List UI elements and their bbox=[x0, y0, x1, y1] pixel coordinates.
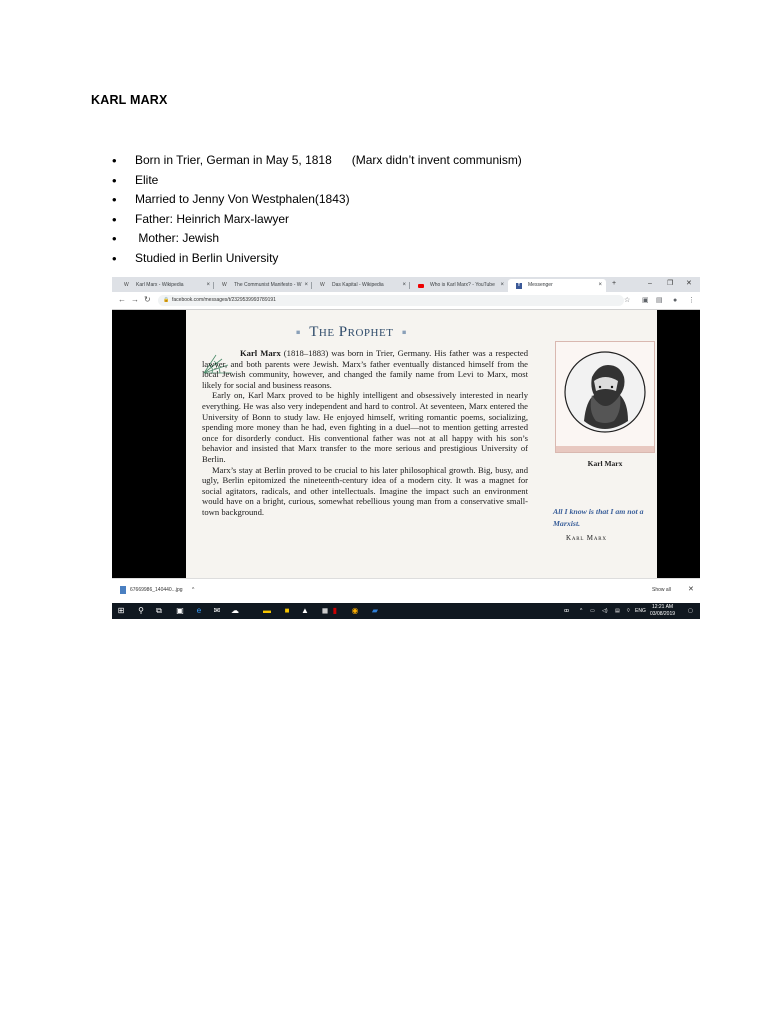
star-icon[interactable]: ☆ bbox=[624, 297, 631, 304]
windows-taskbar bbox=[112, 603, 700, 619]
close-icon[interactable]: × bbox=[304, 282, 308, 288]
download-filename: 67669986_140440...jpg bbox=[130, 587, 183, 593]
restore-icon[interactable]: ❐ bbox=[667, 280, 674, 287]
image-file-icon bbox=[120, 586, 126, 594]
battery-icon[interactable]: ▭ bbox=[590, 608, 595, 614]
close-icon[interactable]: × bbox=[402, 282, 406, 288]
windows-start-icon[interactable]: ⊞ bbox=[117, 606, 125, 615]
close-icon[interactable]: × bbox=[206, 282, 210, 288]
tab-karl-marx-wikipedia[interactable] bbox=[116, 279, 214, 292]
bullet-item: • Father: Heinrich Marx-lawyer bbox=[112, 210, 522, 230]
edge-icon[interactable]: e bbox=[196, 606, 202, 615]
people-icon[interactable]: ꝏ bbox=[564, 608, 570, 614]
paragraph bbox=[202, 465, 528, 518]
bullet-item: • Studied in Berlin University bbox=[112, 249, 522, 269]
download-item[interactable] bbox=[120, 586, 194, 594]
menu-kebab-icon[interactable]: ⋮ bbox=[688, 297, 695, 304]
heading-text: The Prophet bbox=[309, 324, 394, 340]
chevron-up-icon[interactable]: ^ bbox=[191, 587, 195, 593]
notification-icon[interactable]: ▢ bbox=[688, 608, 693, 614]
tab-communist-manifesto[interactable] bbox=[214, 279, 312, 292]
paragraph bbox=[202, 390, 528, 464]
youtube-icon bbox=[418, 284, 424, 288]
profile-avatar-icon[interactable]: ● bbox=[673, 297, 678, 304]
tab-messenger[interactable] bbox=[508, 279, 606, 292]
volume-icon[interactable]: ◁) bbox=[602, 608, 608, 614]
bullet-item: • Married to Jenny Von Westphalen(1843) bbox=[112, 190, 522, 210]
letterbox-left bbox=[112, 310, 186, 578]
tab-label: Das Kapital - Wikipedia bbox=[332, 282, 384, 288]
embedded-browser-screenshot bbox=[112, 277, 700, 619]
bullet-list bbox=[112, 151, 522, 269]
window-close-icon[interactable]: ✕ bbox=[686, 280, 692, 287]
quote-attribution: Karl Marx bbox=[566, 534, 607, 542]
network-icon[interactable]: ▤ bbox=[615, 608, 620, 614]
tab-label: Karl Marx - Wikipedia bbox=[136, 282, 184, 288]
address-url: facebook.com/messages/t/2329539993789191 bbox=[172, 297, 276, 303]
wikipedia-icon: W bbox=[222, 282, 227, 288]
app-icon[interactable]: ◼ bbox=[321, 606, 329, 615]
portrait-frame bbox=[555, 341, 655, 453]
search-icon[interactable]: ⚲ bbox=[138, 606, 144, 615]
paragraph-text: Marx’s stay at Berlin proved to be crucial to his later philosophical growth. Big, busy, and ugly, Berlin epitomized the nineteenth-century idea of a modern city. It was a magnet for social agitators, radicals, and other intellectuals. Imagine the impact such an environment would have on a bright, curious, somewhat rebellious young man from a conservative small-town background. bbox=[202, 464, 528, 517]
lead-name: Karl Marx bbox=[240, 348, 281, 358]
close-downloads-icon[interactable]: ✕ bbox=[688, 586, 694, 593]
clock[interactable] bbox=[650, 604, 675, 618]
close-icon[interactable]: × bbox=[500, 282, 504, 288]
article-text bbox=[202, 348, 528, 518]
app-red-icon[interactable]: ▮ bbox=[332, 606, 338, 615]
wifi-icon[interactable]: ⌔ bbox=[626, 608, 631, 614]
lock-icon: 🔒 bbox=[163, 297, 170, 303]
photos-icon[interactable]: ▲ bbox=[301, 606, 309, 615]
letterbox-right bbox=[657, 310, 700, 578]
mail-icon[interactable]: ✉ bbox=[213, 606, 221, 615]
tab-youtube[interactable] bbox=[410, 279, 508, 292]
chevron-up-icon[interactable]: ^ bbox=[580, 608, 583, 614]
quote-text: All I know is that I am not a Marxist. bbox=[553, 507, 644, 528]
tab-label: Messenger bbox=[528, 282, 553, 288]
cast-icon[interactable]: ▤ bbox=[656, 297, 663, 304]
paragraph bbox=[202, 348, 528, 390]
paragraph-text: Early on, Karl Marx proved to be highly intelligent and obsessively interested in nearly everything. He was also very independent and hard to control. At seventeen, Marx entered the University of Bonn to study law. He enjoyed himself, writing romantic poems, socializing, spending more money than he had, even fighting in a duel—not to mention getting arrested once for disorderly conduct. His conventional father was not at all happy with his son’s behavior and insisted that Marx transfer to the more serious and prestigious University of Berlin. bbox=[202, 390, 528, 464]
portrait-caption: Karl Marx bbox=[587, 459, 623, 468]
tab-das-kapital[interactable] bbox=[312, 279, 410, 292]
book-page-image bbox=[186, 310, 657, 578]
address-bar[interactable] bbox=[158, 295, 624, 306]
tab-strip bbox=[112, 277, 700, 292]
bullet-item: • Mother: Jewish bbox=[112, 229, 522, 249]
show-all-button[interactable]: Show all bbox=[652, 587, 671, 593]
bullet-item: • Born in Trier, German in May 5, 1818 (Marx didn’t invent communism) bbox=[112, 151, 522, 171]
facebook-icon: f bbox=[516, 283, 522, 289]
bullet-item: • Elite bbox=[112, 171, 522, 191]
cloud-icon[interactable]: ☁ bbox=[231, 606, 239, 615]
sticky-notes-icon[interactable]: ■ bbox=[284, 606, 290, 615]
wikipedia-icon: W bbox=[320, 282, 325, 288]
wikipedia-icon: W bbox=[124, 282, 129, 288]
karl-marx-portrait bbox=[564, 351, 646, 433]
address-toolbar bbox=[112, 292, 700, 310]
clock-time: 12:21 AM bbox=[651, 604, 674, 610]
page-heading: ■ The Prophet ■ bbox=[296, 324, 407, 340]
document-title: KARL MARX bbox=[91, 93, 168, 107]
chrome-icon[interactable]: ◉ bbox=[351, 606, 359, 615]
forward-arrow-icon[interactable]: → bbox=[131, 295, 139, 304]
close-icon[interactable]: × bbox=[598, 282, 602, 288]
minimize-icon[interactable]: – bbox=[648, 280, 652, 287]
file-explorer-icon[interactable]: ▬ bbox=[263, 606, 271, 615]
tab-label: Who is Karl Marx? - YouTube bbox=[430, 282, 495, 288]
tab-label: The Communist Manifesto - W bbox=[234, 282, 302, 288]
paragraph-text: (1818–1883) was born in Trier, Germany. His father was a respected lawyer, and both parents were Jewish. Marx’s father eventually distanced himself from the local Jewish community, however, and changed the family name from Levi to Marx, most likely for social and business reasons. bbox=[202, 348, 529, 390]
word-icon[interactable]: ▰ bbox=[371, 606, 379, 615]
clock-date: 03/08/2019 bbox=[650, 611, 676, 617]
extension-icon[interactable]: ▣ bbox=[642, 297, 649, 304]
store-icon[interactable]: ▣ bbox=[176, 606, 184, 615]
new-tab-icon[interactable]: + bbox=[612, 280, 617, 287]
language-indicator[interactable]: ENG bbox=[635, 608, 646, 614]
task-view-icon[interactable]: ⧉ bbox=[156, 606, 162, 615]
reload-icon[interactable]: ↻ bbox=[144, 295, 151, 304]
downloads-bar bbox=[112, 578, 700, 603]
back-arrow-icon[interactable]: ← bbox=[118, 295, 126, 304]
